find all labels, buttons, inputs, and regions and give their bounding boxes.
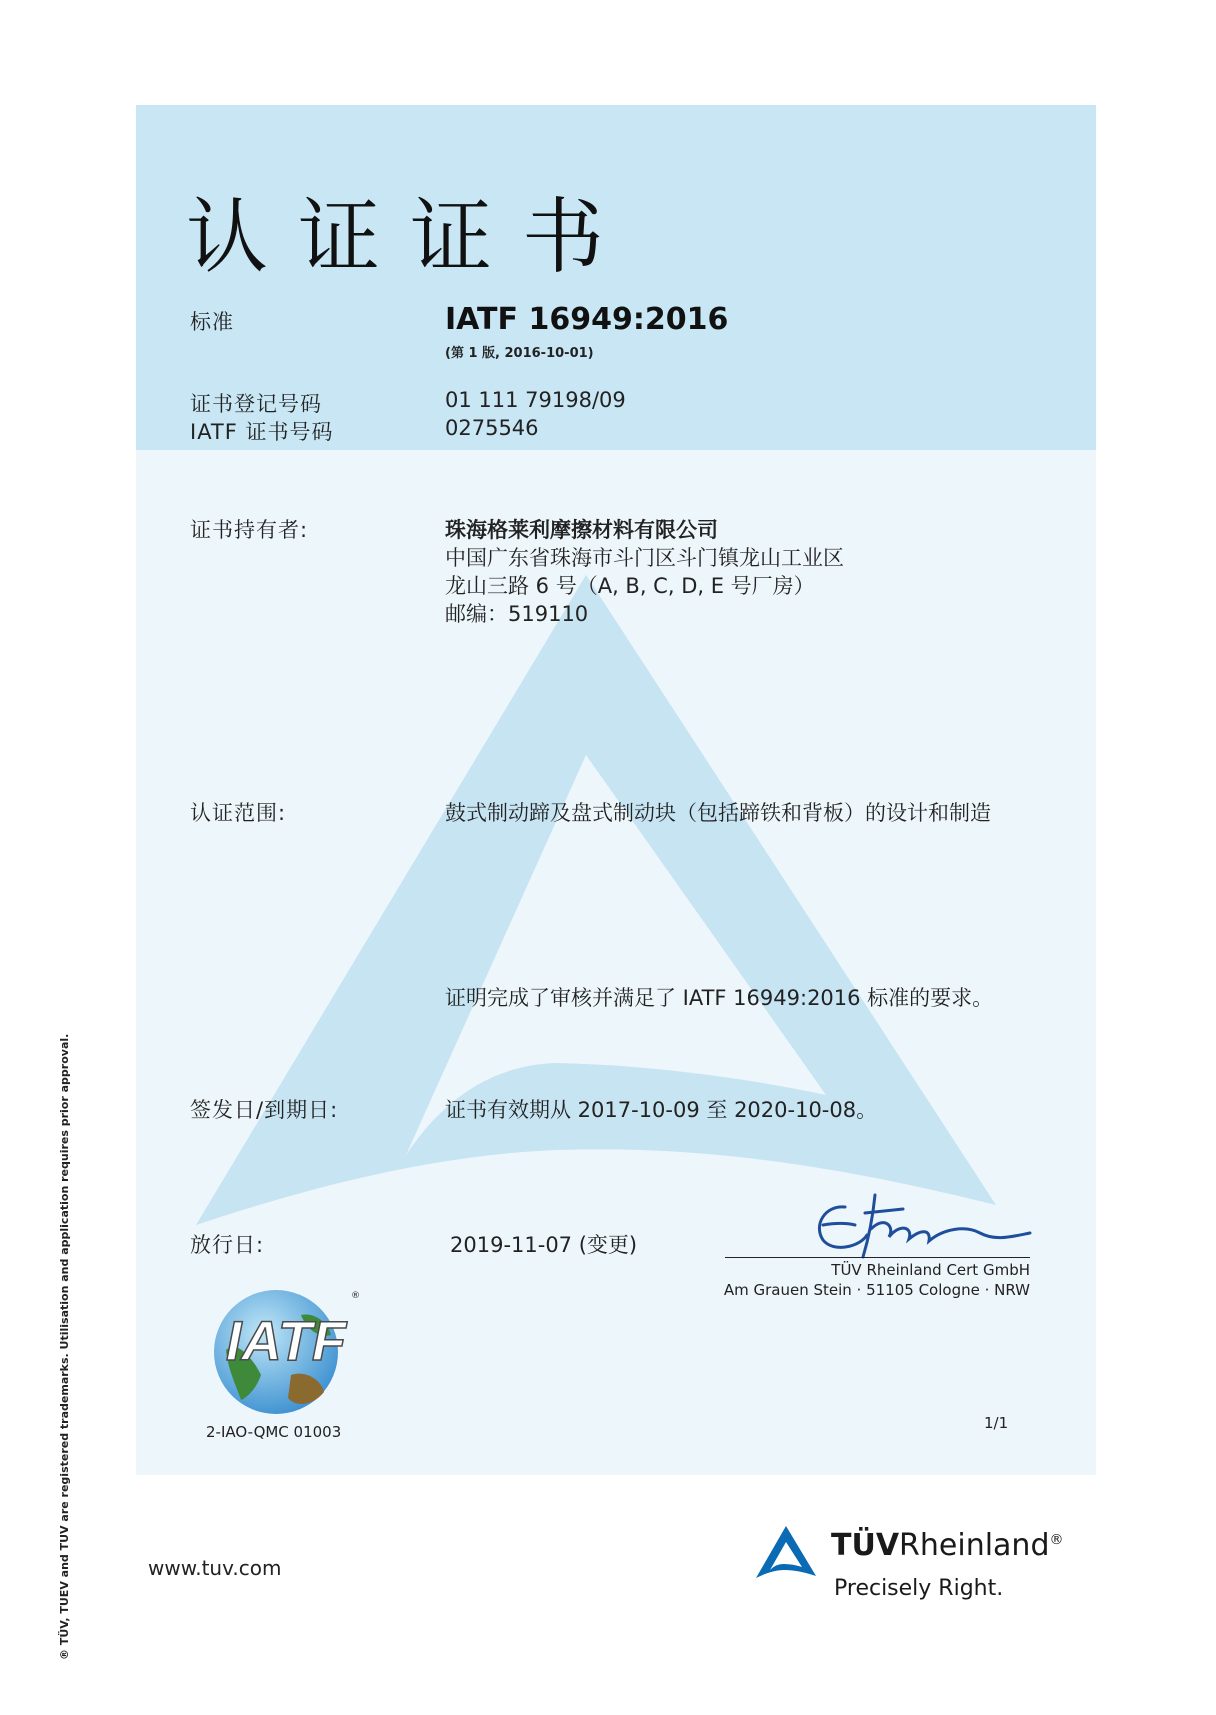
tuv-rheinland-brand bbox=[831, 1528, 1064, 1563]
signature-line bbox=[725, 1257, 1030, 1258]
reg-no-label: 证书登记号码 bbox=[190, 392, 322, 416]
page-number: 1/1 bbox=[984, 1414, 1009, 1432]
tuv-brand-rest: Rheinland bbox=[899, 1528, 1050, 1563]
signature-icon bbox=[805, 1185, 1035, 1265]
holder-label: 证书持有者: bbox=[190, 518, 309, 542]
issue-date-value: 2019-11-07 (变更) bbox=[450, 1233, 638, 1257]
standard-label: 标准 bbox=[190, 310, 234, 334]
standard-value: IATF 16949:2016 bbox=[445, 302, 729, 337]
svg-text:®: ® bbox=[351, 1291, 360, 1301]
iatf-no-label: IATF 证书号码 bbox=[190, 420, 334, 444]
iatf-code: 2-IAO-QMC 01003 bbox=[206, 1423, 342, 1441]
reg-no-value: 01 111 79198/09 bbox=[445, 388, 626, 412]
website-link[interactable]: www.tuv.com bbox=[148, 1556, 282, 1580]
tuv-slogan: Precisely Right. bbox=[834, 1576, 1004, 1601]
iatf-globe-logo-icon bbox=[196, 1280, 376, 1420]
certificate-title: 认证证书 bbox=[186, 190, 635, 285]
holder-postcode: 邮编：519110 bbox=[445, 602, 589, 626]
tuv-triangle-logo-icon bbox=[754, 1522, 818, 1582]
validity-value: 证书有效期从 2017-10-09 至 2020-10-08。 bbox=[445, 1098, 878, 1122]
trademark-notice: ® TÜV, TUEV and TUV are registered trademarks. Utilisation and application requires prior approval. bbox=[58, 1033, 71, 1660]
scope-label: 认证范围: bbox=[190, 801, 287, 825]
tuv-brand-bold: TÜV bbox=[831, 1528, 900, 1563]
iatf-no-value: 0275546 bbox=[445, 416, 539, 440]
holder-address-line-1: 中国广东省珠海市斗门区斗门镇龙山工业区 bbox=[445, 546, 844, 570]
issuer-name: TÜV Rheinland Cert GmbH bbox=[831, 1261, 1030, 1279]
standard-edition: (第 1 版, 2016-10-01) bbox=[445, 346, 594, 361]
issuer-address: Am Grauen Stein · 51105 Cologne · NRW bbox=[723, 1281, 1030, 1299]
issue-date-label: 放行日: bbox=[190, 1233, 265, 1257]
scope-value: 鼓式制动蹄及盘式制动块（包括蹄铁和背板）的设计和制造 bbox=[445, 801, 991, 825]
iatf-logo-text: IATF bbox=[225, 1309, 347, 1372]
holder-address-line-2: 龙山三路 6 号（A, B, C, D, E 号厂房） bbox=[445, 574, 815, 598]
holder-name: 珠海格莱利摩擦材料有限公司 bbox=[445, 518, 718, 542]
compliance-statement: 证明完成了审核并满足了 IATF 16949:2016 标准的要求。 bbox=[445, 986, 994, 1010]
tuv-brand-reg: ® bbox=[1049, 1532, 1064, 1548]
validity-label: 签发日/到期日: bbox=[190, 1098, 339, 1122]
